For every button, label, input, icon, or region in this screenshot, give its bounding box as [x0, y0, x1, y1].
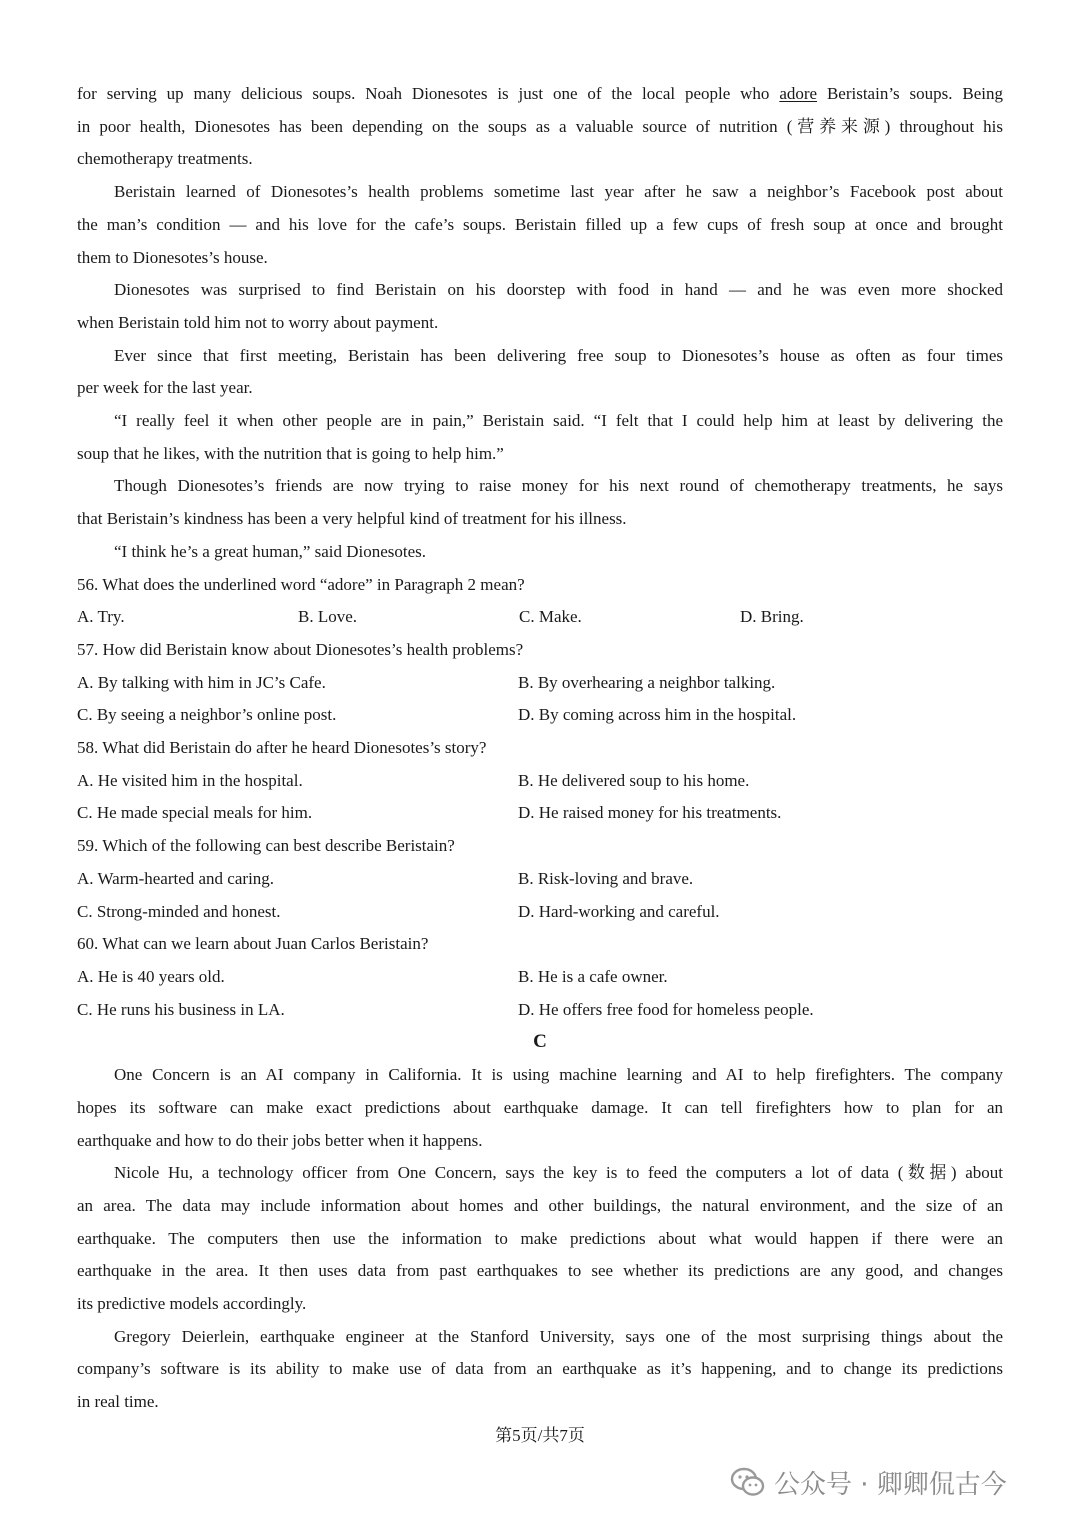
passage-b-paragraph-7: “I think he’s a great human,” said Dionesotes.: [114, 541, 427, 561]
underlined-word-adore: adore: [779, 84, 818, 103]
question-stem: 60. What can we learn about Juan Carlos Beristain?: [77, 934, 429, 954]
option-b: B. Risk-loving and brave.: [518, 868, 694, 888]
question-stem: 57. How did Beristain know about Dionesotes’s health problems?: [77, 639, 524, 659]
option-c: C. Strong-minded and honest.: [77, 901, 281, 921]
option-a: A. Warm-hearted and caring.: [77, 868, 275, 888]
option-c: C. Make.: [519, 607, 582, 627]
passage-b-paragraph-5: “I really feel it when other people are in pain,” Beristain said. “I felt that I could help him at least by delivering the soup that he likes, with the nutrition that is going to help him.”: [77, 411, 1003, 463]
question-59: [77, 830, 1003, 928]
option-c: C. He made special meals for him.: [77, 803, 313, 823]
question-options: [77, 699, 1003, 732]
option-a: A. By talking with him in JC’s Cafe.: [77, 672, 326, 692]
passage-b-paragraph-3: Dionesotes was surprised to find Beristain on his doorstep with food in hand — and he was even more shocked when Beristain told him not to worry about payment.: [77, 280, 1003, 332]
question-options: [77, 961, 1003, 994]
passage-b-paragraph-4: Ever since that first meeting, Beristain has been delivering free soup to Dionesotes’s house as often as four times per week for the last year.: [77, 345, 1003, 398]
question-options: [77, 667, 1003, 700]
option-c: C. He runs his business in LA.: [77, 999, 285, 1019]
question-options: [77, 896, 1003, 929]
option-d: D. He raised money for his treatments.: [518, 803, 782, 823]
option-d: D. Bring.: [740, 607, 804, 627]
option-c: C. By seeing a neighbor’s online post.: [77, 705, 337, 725]
option-b: B. He is a cafe owner.: [518, 966, 668, 986]
question-options: [77, 863, 1003, 896]
passage-b-paragraph-2: Beristain learned of Dionesotes’s health problems sometime last year after he saw a neighbor’s Facebook post about the man’s condition — and his love for the cafe’s soups. Beristain filled up a few cups of fresh soup at once and brought them to Dionesotes’s house.: [77, 182, 1003, 267]
option-b: B. By overhearing a neighbor talking.: [518, 672, 776, 692]
exam-page: [77, 78, 1003, 1419]
question-60: [77, 928, 1003, 1026]
passage-c-paragraph-3: Gregory Deierlein, earthquake engineer at the Stanford University, says one of the most surprising things about the company’s software is its ability to make use of data from an earthquake as it’s happening, and to change its predictions in real time.: [77, 1326, 1003, 1412]
passage-c-paragraph-2: Nicole Hu, a technology officer from One Concern, says the key is to feed the computers a lot of data (数据) about an area. The data may include information about homes and other buildings, the natural environment, and the size of an earthquake. The computers then use the information to make predictions about what would happen if there were an earthquake in the area. It then uses data from past earthquakes to see whether its predictions are any good, and changes its predictive models accordingly.: [77, 1163, 1003, 1314]
option-b: B. He delivered soup to his home.: [518, 770, 750, 790]
option-d: D. He offers free food for homeless people.: [518, 999, 814, 1019]
option-d: D. By coming across him in the hospital.: [518, 705, 797, 725]
passage-b-paragraph-6: Though Dionesotes’s friends are now trying to raise money for his next round of chemotherapy treatments, he says that Beristain’s kindness has been a very helpful kind of treatment for his illness.: [77, 476, 1003, 529]
question-56: [77, 569, 1003, 634]
option-a: A. He visited him in the hospital.: [77, 770, 303, 790]
section-heading: C: [533, 1031, 547, 1053]
option-a: A. He is 40 years old.: [77, 966, 225, 986]
passage-b-paragraph-1: for serving up many delicious soups. Noah Dionesotes is just one of the local people who adore Beristain’s soups. Being in poor health, Dionesotes has been depending on the soups as a valuable source of nutrition (营养来源) throughout his chemotherapy treatments.: [77, 84, 1003, 169]
question-options: [77, 765, 1003, 798]
watermark-text: 公众号 · 卿卿侃古今: [774, 1469, 1007, 1500]
question-57: [77, 634, 1003, 732]
question-stem: 56. What does the underlined word “adore” in Paragraph 2 mean?: [77, 574, 525, 594]
question-options: [77, 994, 1003, 1027]
option-b: B. Love.: [298, 607, 358, 627]
question-stem: 59. Which of the following can best describe Beristain?: [77, 836, 455, 856]
question-58: [77, 732, 1003, 830]
question-stem: 58. What did Beristain do after he heard Dionesotes’s story?: [77, 738, 487, 758]
passage-c-paragraph-1: One Concern is an AI company in California. It is using machine learning and AI to help firefighters. The company hopes its software can make exact predictions about earthquake damage. It can tell firefighters how to plan for an earthquake and how to do their jobs better when it happens.: [77, 1065, 1003, 1150]
option-a: A. Try.: [77, 607, 125, 627]
option-d: D. Hard-working and careful.: [518, 901, 720, 921]
wechat-icon: [730, 1466, 766, 1498]
question-options: [77, 601, 1003, 634]
page-number: 第5页/共7页: [495, 1426, 585, 1445]
question-options: [77, 797, 1003, 830]
watermark: [730, 1462, 1007, 1502]
